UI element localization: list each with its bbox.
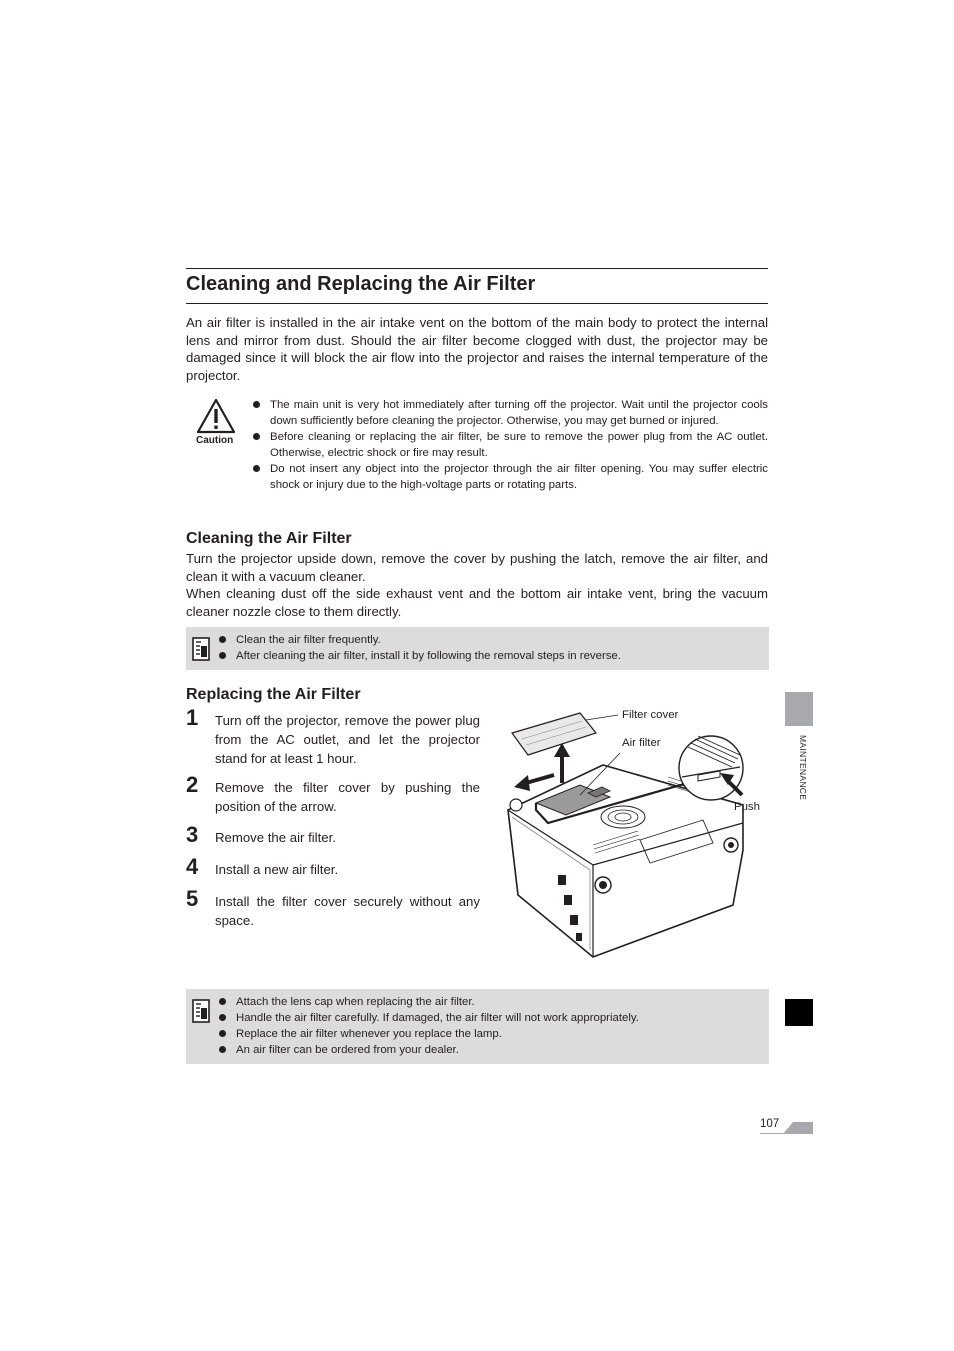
list-item: After cleaning the air filter, install it by following the removal steps in reverse. [218, 648, 763, 664]
cleaning-heading: Cleaning the Air Filter [186, 530, 352, 547]
list-item: Clean the air filter frequently. [218, 632, 763, 648]
page-title: Cleaning and Replacing the Air Filter [186, 273, 536, 295]
section-tab [785, 692, 813, 726]
list-item: Replace the air filter whenever you replace the lamp. [218, 1026, 763, 1042]
step-number: 2 [186, 772, 199, 797]
cleaning-paragraph-1: Turn the projector upside down, remove the cover by pushing the latch, remove the air filter, and clean it with a vacuum cleaner. [186, 551, 768, 584]
push-label: Push [734, 801, 760, 813]
list-item: Attach the lens cap when replacing the air filter. [218, 994, 763, 1010]
section-label: MAINTENANCE [798, 735, 808, 801]
cleaning-note-list [218, 632, 763, 664]
list-item: The main unit is very hot immediately after turning off the projector. Wait until the projector cools down sufficiently before cleaning the projector. Otherwise, you may get burned or injured. [252, 397, 768, 429]
step-text: Install the filter cover securely without any space. [215, 894, 480, 928]
chapter-marker [785, 999, 813, 1026]
page-number: 107 [760, 1118, 780, 1130]
cleaning-paragraph-2: When cleaning dust off the side exhaust vent and the bottom air intake vent, bring the vacuum cleaner nozzle close to them directly. [186, 586, 768, 619]
list-item: An air filter can be ordered from your dealer. [218, 1042, 763, 1058]
step-number: 1 [186, 705, 199, 730]
air-filter-label: Air filter [622, 737, 661, 749]
title-rule-top [186, 268, 768, 269]
list-item: Do not insert any object into the projector through the air filter opening. You may suffer electric shock or injury due to the high-voltage parts or rotating parts. [252, 461, 768, 493]
page-number-underline [760, 1133, 813, 1134]
step-number: 4 [186, 854, 199, 879]
memo-icon [192, 999, 210, 1023]
step-text: Remove the filter cover by pushing the position of the arrow. [215, 780, 480, 814]
intro-paragraph: An air filter is installed in the air intake vent on the bottom of the main body to protect the internal lens and mirror from dust. Should the air filter become clogged with dust, the projector may be damaged since it will block the air flow into the projector and raises the internal temperature of the projector. [186, 315, 768, 383]
caution-list [252, 397, 768, 493]
filter-cover-label: Filter cover [622, 709, 679, 721]
replacing-note-list [218, 994, 763, 1058]
replacing-heading: Replacing the Air Filter [186, 686, 361, 703]
caution-block [194, 398, 244, 448]
cleaning-note-box [186, 627, 769, 670]
memo-icon [192, 637, 210, 661]
warning-icon [196, 398, 236, 434]
step-text: Turn off the projector, remove the power plug from the AC outlet, and let the projector stand for at least 1 hour. [215, 713, 480, 766]
caution-label: Caution [196, 435, 234, 446]
list-item: Before cleaning or replacing the air filter, be sure to remove the power plug from the AC outlet. Otherwise, electric shock or fire may result. [252, 429, 768, 461]
title-rule-bottom [186, 303, 768, 304]
step-number: 5 [186, 886, 199, 911]
step-number: 3 [186, 822, 199, 847]
list-item: Handle the air filter carefully. If damaged, the air filter will not work appropriately. [218, 1010, 763, 1026]
replacing-note-box [186, 989, 769, 1064]
step-text: Install a new air filter. [215, 862, 339, 877]
step-text: Remove the air filter. [215, 830, 336, 845]
